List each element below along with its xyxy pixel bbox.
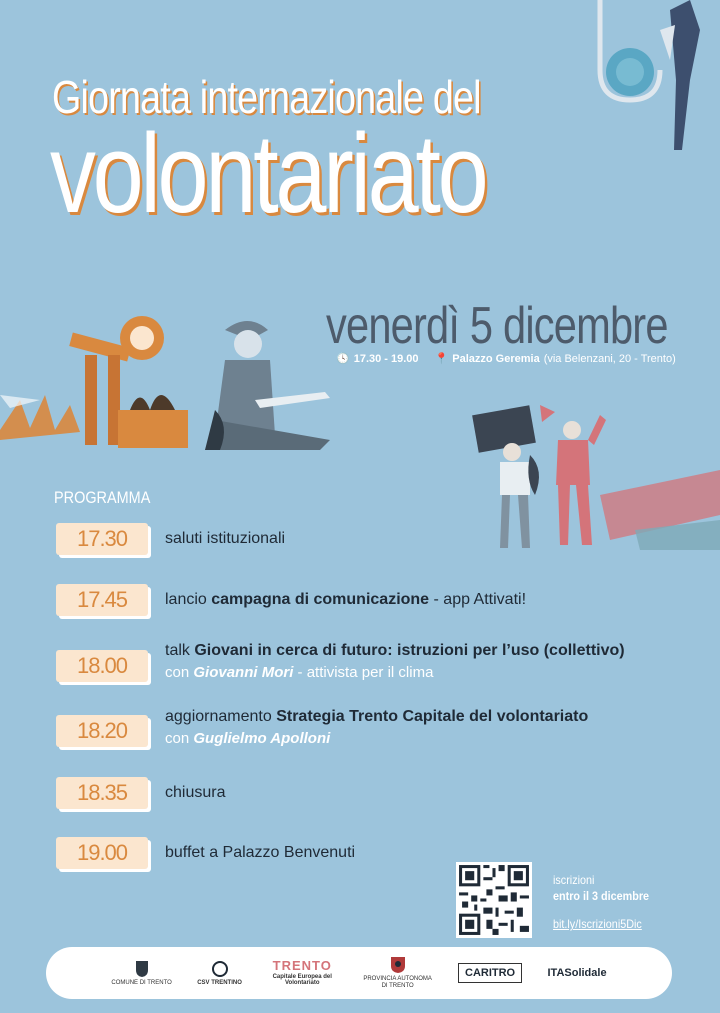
desc-text: talk [165, 642, 195, 659]
title-line-2: volontariato [50, 111, 486, 236]
program-desc [165, 708, 588, 747]
sub-text: - attivista per il clima [293, 664, 434, 681]
program-title: PROGRAMMA [54, 488, 151, 507]
program-sub [165, 730, 588, 747]
desc-text: aggiornamento [165, 708, 277, 725]
clock-icon: 🕓 [336, 353, 350, 365]
logo-csv [197, 960, 242, 987]
logo-text: PROVINCIA AUTONOMA DI TRENTO [363, 976, 432, 989]
event-venue: Palazzo Geremia [452, 352, 540, 365]
program-time: 17.45 [56, 584, 148, 616]
program-row [56, 523, 148, 555]
program-row [56, 584, 148, 616]
sub-bold: Guglielmo Apolloni [193, 730, 331, 747]
climber-illustration [590, 0, 720, 165]
program-desc [165, 784, 225, 802]
program-sub [165, 664, 625, 681]
registration-link[interactable]: bit.ly/Iscrizioni5Dic [553, 917, 642, 932]
desc-text: saluti istituzionali [165, 530, 286, 547]
logo-comune [111, 960, 171, 987]
program-row [56, 777, 148, 809]
desc-text: - app Attivati! [429, 591, 527, 608]
program-row [56, 837, 148, 869]
desc-bold: Strategia Trento Capitale del volontariato [276, 708, 589, 725]
registration-info [553, 872, 649, 933]
desc-text: chiusura [165, 784, 226, 801]
location-pin-icon: 📍 [434, 353, 449, 365]
registration-deadline: entro il 3 dicembre [553, 889, 650, 904]
coat-of-arms-icon [135, 960, 149, 978]
logo-text: Capitale Europea del Volontariato [272, 973, 332, 987]
csv-ring-icon [210, 960, 230, 978]
qr-code[interactable] [456, 862, 532, 938]
logo-text: CSV TRENTINO [197, 979, 242, 986]
sub-text: con [165, 730, 194, 747]
program-row [56, 715, 148, 747]
program-desc [165, 530, 285, 548]
desc-text: lancio [165, 591, 212, 608]
desc-text: buffet a Palazzo Benvenuti [165, 844, 356, 861]
logo-text: COMUNE DI TRENTO [111, 979, 172, 986]
sub-text: con [165, 664, 194, 681]
title-line-1: Giornata internazionale del [52, 71, 481, 123]
logo-itasolidale [547, 967, 606, 979]
program-time: 18.00 [56, 650, 148, 682]
logo-provincia [363, 956, 433, 989]
event-time: 17.30 - 19.00 [353, 352, 419, 365]
registration-label: iscrizioni [553, 873, 595, 887]
logos-bar [46, 947, 672, 999]
logo-mark-text: TRENTO [272, 958, 332, 974]
logo-trento-capitale [267, 959, 337, 986]
program-desc [165, 642, 625, 681]
program-time: 19.00 [56, 837, 148, 869]
program-time: 18.35 [56, 777, 148, 809]
program-time: 18.20 [56, 715, 148, 747]
logo-text: ITASolidale [547, 966, 607, 979]
program-desc [165, 591, 526, 609]
desc-bold: campagna di comunicazione [211, 591, 430, 608]
eagle-shield-icon [390, 956, 406, 974]
program-desc [165, 844, 355, 862]
logo-caritro [458, 963, 522, 983]
program-row [56, 650, 148, 682]
event-when [336, 352, 676, 365]
protesters-illustration [470, 400, 720, 550]
logo-text: CARITRO [458, 963, 522, 983]
sub-bold: Giovanni Mori [193, 664, 294, 681]
gardeners-illustration [0, 300, 360, 460]
program-time: 17.30 [56, 523, 148, 555]
desc-bold: Giovani in cerca di futuro: istruzioni per l’uso (collettivo) [194, 642, 625, 659]
event-date: venerdì 5 dicembre [326, 297, 668, 355]
event-address: (via Belenzani, 20 - Trento) [543, 352, 676, 365]
